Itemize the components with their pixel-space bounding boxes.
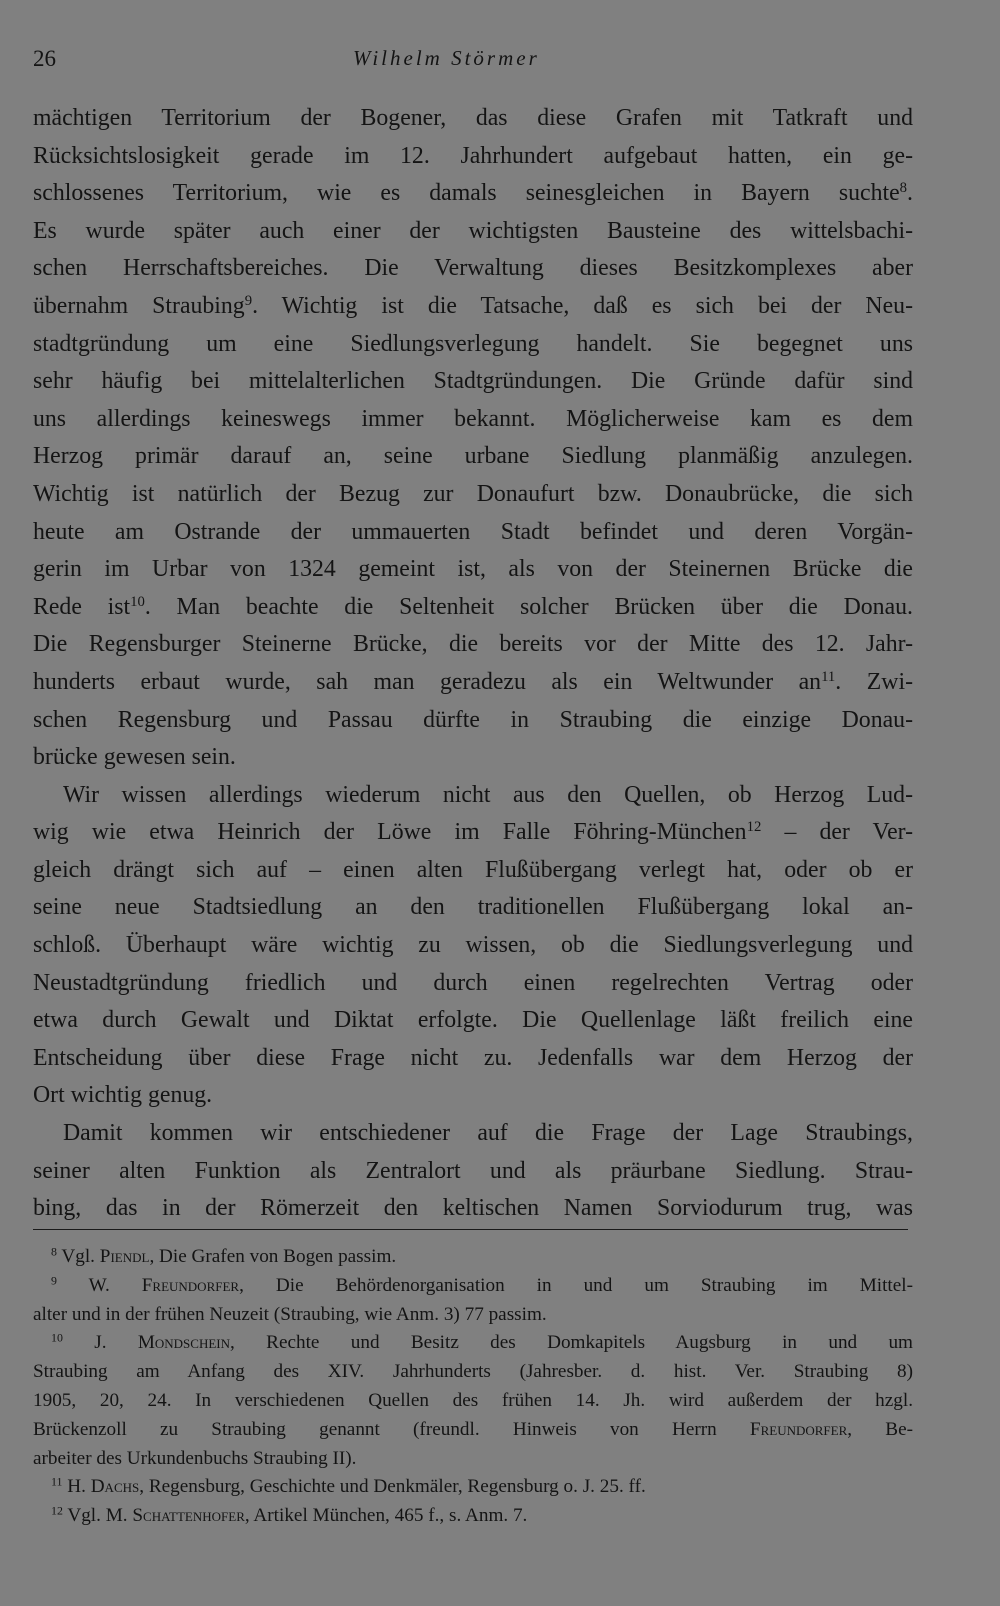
- line-text: gerin im Urbar von 1324 gemeint ist, als von der Steinernen Brücke die: [33, 556, 913, 583]
- footnote-text: Vgl.: [56, 1246, 100, 1267]
- line-text: schen Herrschaftsbereiches. Die Verwaltung dieses Besitzkomplexes aber: [33, 255, 913, 282]
- text-line: [33, 739, 913, 777]
- line-text: . Wichtig ist die Tatsache, daß es sich bei der Neu-: [252, 292, 913, 319]
- text-line: [33, 702, 913, 740]
- line-text: wig wie etwa Heinrich der Löwe im Falle Föhring-München: [33, 819, 747, 846]
- running-head: Wilhelm Störmer: [353, 46, 540, 70]
- author-name: Piendl: [99, 1246, 150, 1267]
- footnote-ref: 9: [244, 292, 253, 309]
- line-text: Ort wichtig genug.: [33, 1082, 213, 1109]
- line-text: gleich drängt sich auf – einen alten Flußübergang verlegt hat, oder ob er: [33, 856, 913, 883]
- line-text: Damit kommen wir entschiedener auf die Frage der Lage Straubings,: [63, 1120, 913, 1147]
- line-text: seine neue Stadtsiedlung an den traditionellen Flußübergang lokal an-: [33, 894, 913, 921]
- footnote-text: arbeiter des Urkundenbuchs Straubing II).: [33, 1447, 357, 1469]
- line-text: stadtgründung um eine Siedlungsverlegung handelt. Sie begegnet uns: [33, 330, 913, 357]
- text-line: [33, 514, 913, 552]
- footnote-number: 12: [51, 1503, 63, 1518]
- footnote-text: , Regensburg, Geschichte und Denkmäler, Regensburg o. J. 25. ff.: [139, 1476, 646, 1498]
- text-line: [33, 1002, 913, 1040]
- text-line: [33, 363, 913, 401]
- footnote-text: , Die Behördenorganisation in und um Straubing im Mittel-: [239, 1274, 913, 1296]
- footnote-text: alter und in der frühen Neuzeit (Straubing, wie Anm. 3) 77 passim.: [33, 1303, 547, 1325]
- line-text: bing, das in der Römerzeit den keltischen Namen Sorviodurum trug, was: [33, 1195, 913, 1222]
- footnote-ref: 10: [130, 593, 145, 610]
- footnote-text: , Be-: [847, 1418, 913, 1440]
- author-name: Mondschein: [137, 1332, 231, 1354]
- text-line: [33, 814, 913, 852]
- footnote-number: 8: [51, 1244, 57, 1259]
- text-line: [33, 965, 913, 1003]
- footnote-line: [33, 1243, 913, 1272]
- line-text: hunderts erbaut wurde, sah man geradezu als ein Weltwunder an: [33, 668, 822, 695]
- footnote-number: 9: [51, 1273, 57, 1288]
- line-text: . Zwi-: [835, 668, 913, 695]
- author-name: Freundorfer: [141, 1274, 240, 1296]
- footnote-text: , Rechte und Besitz des Domkapitels Augsburg in und um: [230, 1332, 913, 1354]
- line-text: .: [907, 180, 913, 207]
- line-text: Wichtig ist natürlich der Bezug zur Donaufurt bzw. Donaubrücke, die sich: [33, 480, 913, 507]
- line-text: uns allerdings keineswegs immer bekannt. Möglicherweise kam es dem: [33, 405, 913, 432]
- footnote-text: , Artikel München, 465 f., s. Anm. 7.: [244, 1505, 528, 1527]
- text-line: [33, 288, 913, 326]
- text-line: [33, 138, 913, 176]
- line-text: schen Regensburg und Passau dürfte in Straubing die einzige Donau-: [33, 706, 913, 733]
- footnote-line: [33, 1301, 913, 1330]
- footnote-ref: 8: [899, 180, 908, 197]
- footnote-text: H.: [62, 1476, 91, 1498]
- line-text: Es wurde später auch einer der wichtigsten Bausteine des wittelsbachi-: [33, 217, 913, 244]
- text-line: [33, 213, 913, 251]
- footnote-line: [33, 1502, 913, 1531]
- footnote-line: [33, 1272, 913, 1301]
- text-line: [33, 438, 913, 476]
- line-text: . Man beachte die Seltenheit solcher Brücken über die Donau.: [144, 593, 913, 620]
- footnote-number: 11: [51, 1474, 63, 1489]
- line-text: Herzog primär darauf an, seine urbane Siedlung planmäßig anzulegen.: [33, 443, 913, 470]
- text-line: [33, 326, 913, 364]
- body-text: [33, 100, 913, 1228]
- line-text: etwa durch Gewalt und Diktat erfolgte. Die Quellenlage läßt freilich eine: [33, 1007, 913, 1034]
- text-line: [33, 889, 913, 927]
- text-line: [33, 175, 913, 213]
- footnote-text: , Die Grafen von Bogen passim.: [149, 1246, 397, 1267]
- line-text: Wir wissen allerdings wiederum nicht aus den Quellen, ob Herzog Lud-: [63, 781, 913, 808]
- author-name: Freundorfer: [749, 1418, 848, 1440]
- page-header: [33, 42, 938, 82]
- line-text: Neustadtgründung friedlich und durch einen regelrechten Vertrag oder: [33, 969, 913, 996]
- footnote-ref: 12: [746, 819, 762, 836]
- footnote-line: [33, 1416, 913, 1445]
- footnote-line: [33, 1358, 913, 1387]
- text-line: [33, 626, 913, 664]
- line-text: sehr häufig bei mittelalterlichen Stadtgründungen. Die Gründe dafür sind: [33, 368, 913, 395]
- line-text: Die Regensburger Steinerne Brücke, die bereits vor der Mitte des 12. Jahr-: [33, 631, 913, 658]
- footnote-line: [33, 1387, 913, 1416]
- footnote-number: 10: [51, 1330, 63, 1345]
- text-line: [33, 551, 913, 589]
- line-text: Rede ist: [33, 593, 131, 620]
- footnote-text: Straubing am Anfang des XIV. Jahrhunderts (Jahresber. d. hist. Ver. Straubing 8): [33, 1361, 913, 1383]
- footnote-line: [33, 1329, 913, 1358]
- footnote-text: Vgl. M.: [62, 1505, 133, 1527]
- footnote-rule: [33, 1229, 908, 1230]
- line-text: – der Ver-: [761, 819, 913, 846]
- text-line: [33, 1190, 913, 1228]
- text-line: [33, 1153, 913, 1191]
- footnotes: [33, 1243, 913, 1531]
- text-line: [33, 100, 913, 138]
- text-line: [33, 664, 913, 702]
- footnote-text: W.: [56, 1274, 142, 1296]
- author-name: Schattenhofer: [132, 1505, 245, 1527]
- footnote-text: 1905, 20, 24. In verschiedenen Quellen des frühen 14. Jh. wird außerdem der hzgl.: [33, 1389, 913, 1411]
- text-line: [33, 852, 913, 890]
- line-text: Rücksichtslosigkeit gerade im 12. Jahrhundert aufgebaut hatten, ein ge-: [33, 142, 913, 169]
- text-line: [33, 589, 913, 627]
- footnote-text: Brückenzoll zu Straubing genannt (freundl. Hinweis von Herrn: [33, 1418, 750, 1440]
- line-text: Entscheidung über diese Frage nicht zu. Jedenfalls war dem Herzog der: [33, 1044, 913, 1071]
- footnote-ref: 11: [821, 668, 836, 685]
- line-text: mächtigen Territorium der Bogener, das diese Grafen mit Tatkraft und: [33, 105, 913, 131]
- text-line: [33, 250, 913, 288]
- text-line: [33, 1077, 913, 1115]
- line-text: seiner alten Funktion als Zentralort und als präurbane Siedlung. Strau-: [33, 1157, 913, 1184]
- text-line: [33, 1115, 913, 1153]
- line-text: übernahm Straubing: [33, 292, 245, 319]
- line-text: schlossenes Territorium, wie es damals seinesgleichen in Bayern suchte: [33, 180, 900, 207]
- footnote-line: [33, 1445, 913, 1474]
- text-line: [33, 927, 913, 965]
- author-name: Dachs: [90, 1476, 140, 1498]
- footnote-line: [33, 1473, 913, 1502]
- text-line: [33, 1040, 913, 1078]
- text-line: [33, 777, 913, 815]
- line-text: heute am Ostrande der ummauerten Stadt befindet und deren Vorgän-: [33, 518, 913, 545]
- text-line: [33, 476, 913, 514]
- text-line: [33, 401, 913, 439]
- line-text: brücke gewesen sein.: [33, 744, 236, 771]
- line-text: schloß. Überhaupt wäre wichtig zu wissen, ob die Siedlungsverlegung und: [33, 932, 913, 959]
- page-number: 26: [33, 46, 56, 71]
- footnote-text: J.: [62, 1332, 138, 1354]
